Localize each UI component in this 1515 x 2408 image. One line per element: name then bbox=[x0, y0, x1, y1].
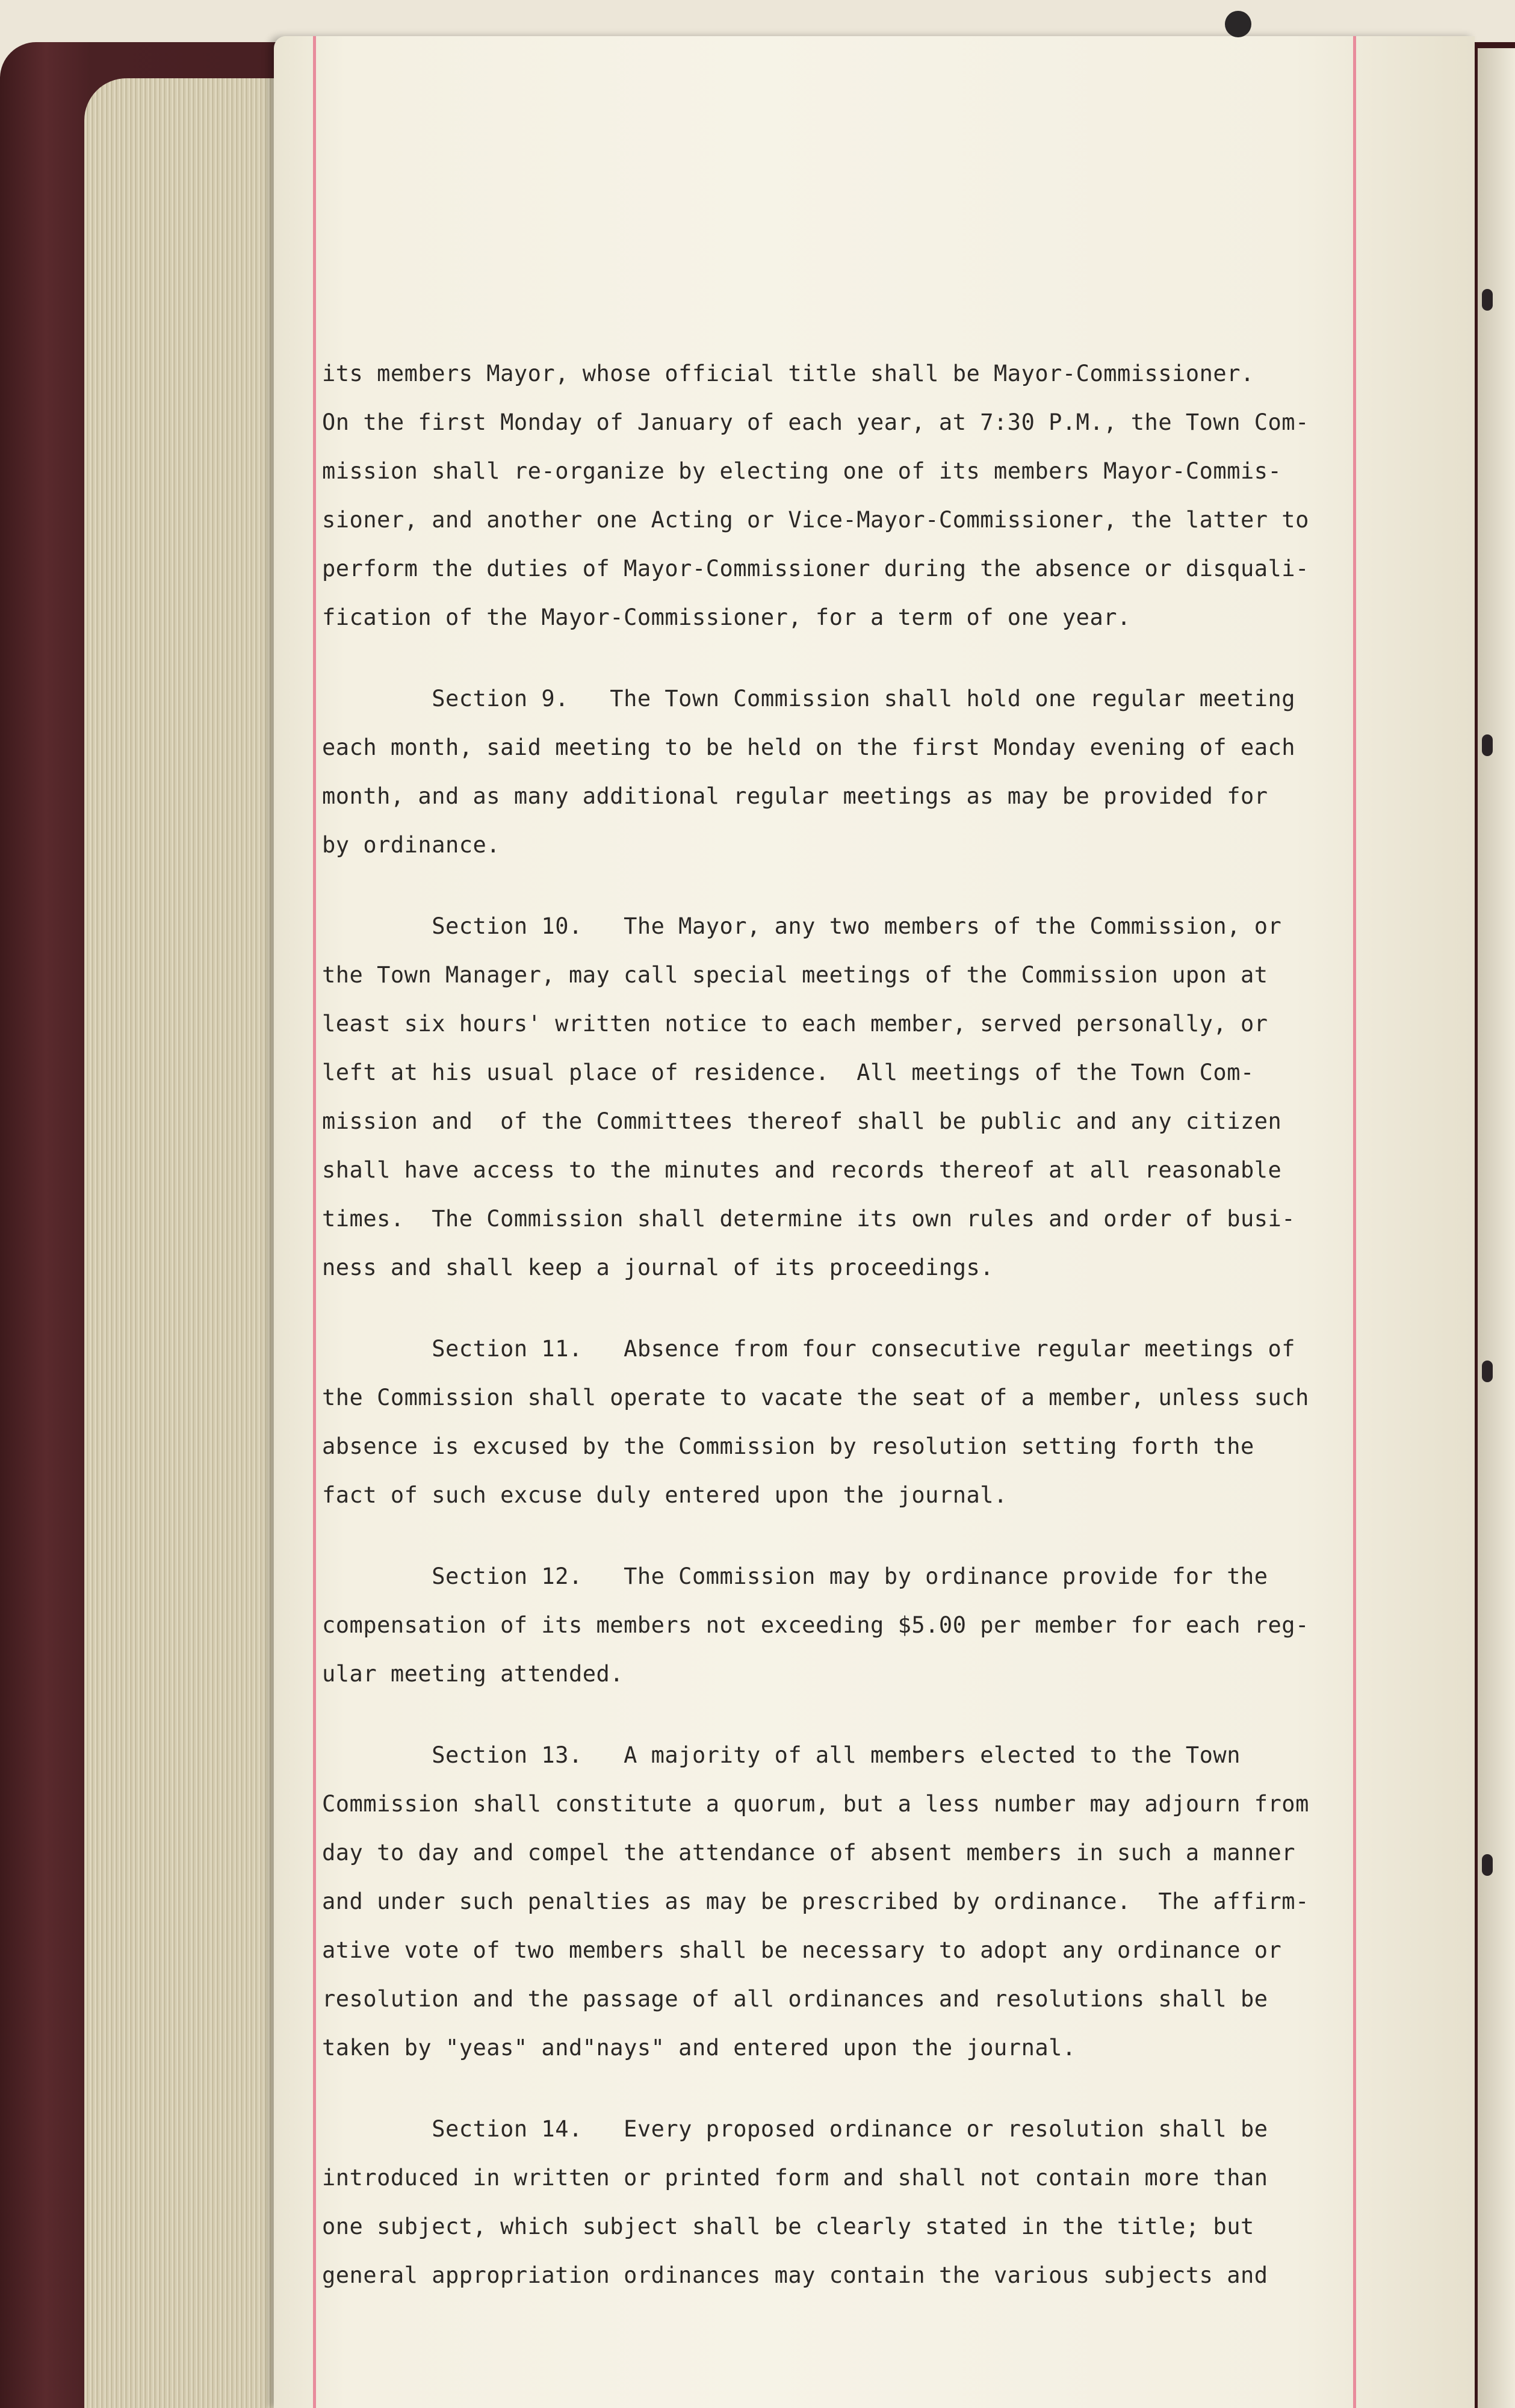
text-line: ular meeting attended. bbox=[322, 1661, 624, 1687]
paragraph-section-10 bbox=[322, 902, 1357, 1292]
text-line: least six hours' written notice to each member, served personally, or bbox=[322, 1011, 1268, 1037]
text-line: introduced in written or printed form and shall not contain more than bbox=[322, 2165, 1268, 2191]
text-line: shall have access to the minutes and records thereof at all reasonable bbox=[322, 1157, 1282, 1183]
text-line: general appropriation ordinances may contain the various subjects and bbox=[322, 2262, 1268, 2288]
paragraph-section-11 bbox=[322, 1324, 1357, 1519]
text-line: times. The Commission shall determine its own rules and order of busi- bbox=[322, 1206, 1296, 1232]
text-line: by ordinance. bbox=[322, 832, 501, 858]
paragraph-section-14 bbox=[322, 2105, 1357, 2300]
text-line: sioner, and another one Acting or Vice-Mayor-Commissioner, the latter to bbox=[322, 507, 1309, 533]
text-line: perform the duties of Mayor-Commissioner during the absence or disquali- bbox=[322, 556, 1309, 582]
page-tab-marker bbox=[1225, 11, 1251, 37]
paragraph-section-9 bbox=[322, 674, 1357, 869]
text-line: the Town Manager, may call special meetings of the Commission upon at bbox=[322, 962, 1268, 988]
text-line: Section 10. The Mayor, any two members of the Commission, or bbox=[322, 913, 1282, 939]
text-line: fact of such excuse duly entered upon the journal. bbox=[322, 1482, 1008, 1508]
text-line: fication of the Mayor-Commissioner, for a term of one year. bbox=[322, 604, 1131, 630]
text-line: Section 9. The Town Commission shall hold one regular meeting bbox=[322, 686, 1296, 712]
paragraph-section-13 bbox=[322, 1731, 1357, 2072]
facing-page-edge bbox=[1478, 48, 1515, 2408]
text-line: each month, said meeting to be held on the first Monday evening of each bbox=[322, 734, 1296, 760]
paragraph bbox=[322, 349, 1357, 642]
binding-ring bbox=[1482, 1361, 1493, 1382]
text-line: one subject, which subject shall be clearly stated in the title; but bbox=[322, 2214, 1254, 2239]
binding-ring bbox=[1482, 289, 1493, 311]
text-line: resolution and the passage of all ordinances and resolutions shall be bbox=[322, 1986, 1268, 2012]
text-line: Section 14. Every proposed ordinance or resolution shall be bbox=[322, 2116, 1268, 2142]
text-line: ative vote of two members shall be necessary to adopt any ordinance or bbox=[322, 1937, 1282, 1963]
text-line: taken by "yeas" and"nays" and entered upon the journal. bbox=[322, 2035, 1076, 2061]
text-line: the Commission shall operate to vacate the seat of a member, unless such bbox=[322, 1385, 1309, 1410]
text-line: Section 13. A majority of all members elected to the Town bbox=[322, 1742, 1241, 1768]
document-text bbox=[322, 349, 1357, 2332]
left-margin-rule bbox=[313, 36, 316, 2408]
text-line: month, and as many additional regular meetings as may be provided for bbox=[322, 783, 1268, 809]
text-line: mission shall re-organize by electing one of its members Mayor-Commis- bbox=[322, 458, 1282, 484]
text-line: mission and of the Committees thereof shall be public and any citizen bbox=[322, 1108, 1282, 1134]
text-line: left at his usual place of residence. All meetings of the Town Com- bbox=[322, 1060, 1254, 1085]
text-line: compensation of its members not exceeding $5.00 per member for each reg- bbox=[322, 1612, 1309, 1638]
binding-ring bbox=[1482, 1854, 1493, 1876]
binding-ring bbox=[1482, 734, 1493, 756]
text-line: ness and shall keep a journal of its proceedings. bbox=[322, 1255, 994, 1280]
text-line: Section 12. The Commission may by ordinance provide for the bbox=[322, 1563, 1268, 1589]
text-line: day to day and compel the attendance of absent members in such a manner bbox=[322, 1840, 1296, 1866]
text-line: its members Mayor, whose official title shall be Mayor-Commissioner. bbox=[322, 361, 1254, 386]
text-line: Section 11. Absence from four consecutive regular meetings of bbox=[322, 1336, 1296, 1362]
text-line: On the first Monday of January of each year, at 7:30 P.M., the Town Com- bbox=[322, 409, 1309, 435]
paragraph-section-12 bbox=[322, 1552, 1357, 1698]
text-line: absence is excused by the Commission by resolution setting forth the bbox=[322, 1433, 1254, 1459]
text-line: Commission shall constitute a quorum, but a less number may adjourn from bbox=[322, 1791, 1309, 1817]
text-line: and under such penalties as may be prescribed by ordinance. The affirm- bbox=[322, 1888, 1309, 1914]
